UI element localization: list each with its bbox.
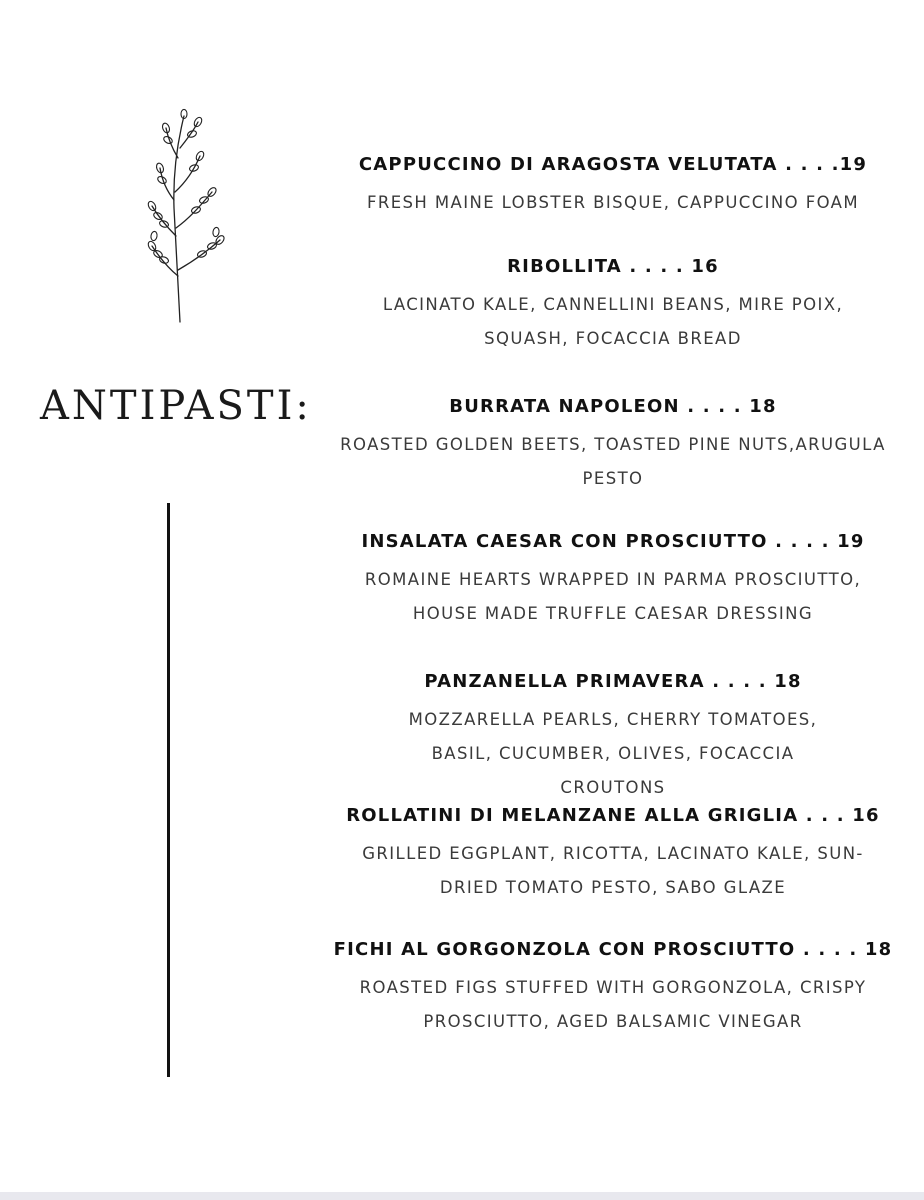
olive-branch-icon: [138, 108, 238, 326]
menu-item-name: RIBOLLITA . . . . 16: [507, 256, 719, 277]
menu-item-description: LACINATO KALE, CANNELLINI BEANS, MIRE POIX, SQUASH, FOCACCIA BREAD: [382, 295, 844, 348]
menu-item-description: FRESH MAINE LOBSTER BISQUE, CAPPUCCINO FOAM: [366, 193, 860, 212]
menu-item-name: CAPPUCCINO DI ARAGOSTA VELUTATA . . . .19: [358, 154, 868, 175]
menu-item-description: ROASTED GOLDEN BEETS, TOASTED PINE NUTS,ARUGULA PESTO: [340, 435, 886, 488]
menu-item: [330, 669, 896, 805]
menu-item-name: ROLLATINI DI MELANZANE ALLA GRIGLIA . . . 16: [346, 805, 880, 826]
menu-item-name: PANZANELLA PRIMAVERA . . . . 18: [424, 671, 802, 692]
menu-item: [330, 254, 896, 356]
menu-item: [330, 803, 896, 905]
section-title: ANTIPASTI:: [40, 383, 312, 429]
menu-item-description: ROMAINE HEARTS WRAPPED IN PARMA PROSCIUTTO, HOUSE MADE TRUFFLE CAESAR DRESSING: [364, 570, 862, 623]
menu-item: [330, 152, 896, 220]
menu-item-name: INSALATA CAESAR CON PROSCIUTTO . . . . 19: [361, 531, 865, 552]
menu-item: [330, 937, 896, 1039]
menu-item-name: FICHI AL GORGONZOLA CON PROSCIUTTO . . . . 18: [333, 939, 893, 960]
menu-item-description: GRILLED EGGPLANT, RICOTTA, LACINATO KALE, SUN-DRIED TOMATO PESTO, SABO GLAZE: [362, 844, 864, 897]
menu-item: [330, 394, 896, 496]
menu-item-description: MOZZARELLA PEARLS, CHERRY TOMATOES, BASIL, CUCUMBER, OLIVES, FOCACCIA CROUTONS: [408, 710, 818, 797]
menu-item-name: BURRATA NAPOLEON . . . . 18: [449, 396, 777, 417]
menu-item-description: ROASTED FIGS STUFFED WITH GORGONZOLA, CRISPY PROSCIUTTO, AGED BALSAMIC VINEGAR: [359, 978, 867, 1031]
vertical-divider: [167, 503, 170, 1077]
bottom-edge: [0, 1192, 924, 1200]
menu-item: [330, 529, 896, 631]
